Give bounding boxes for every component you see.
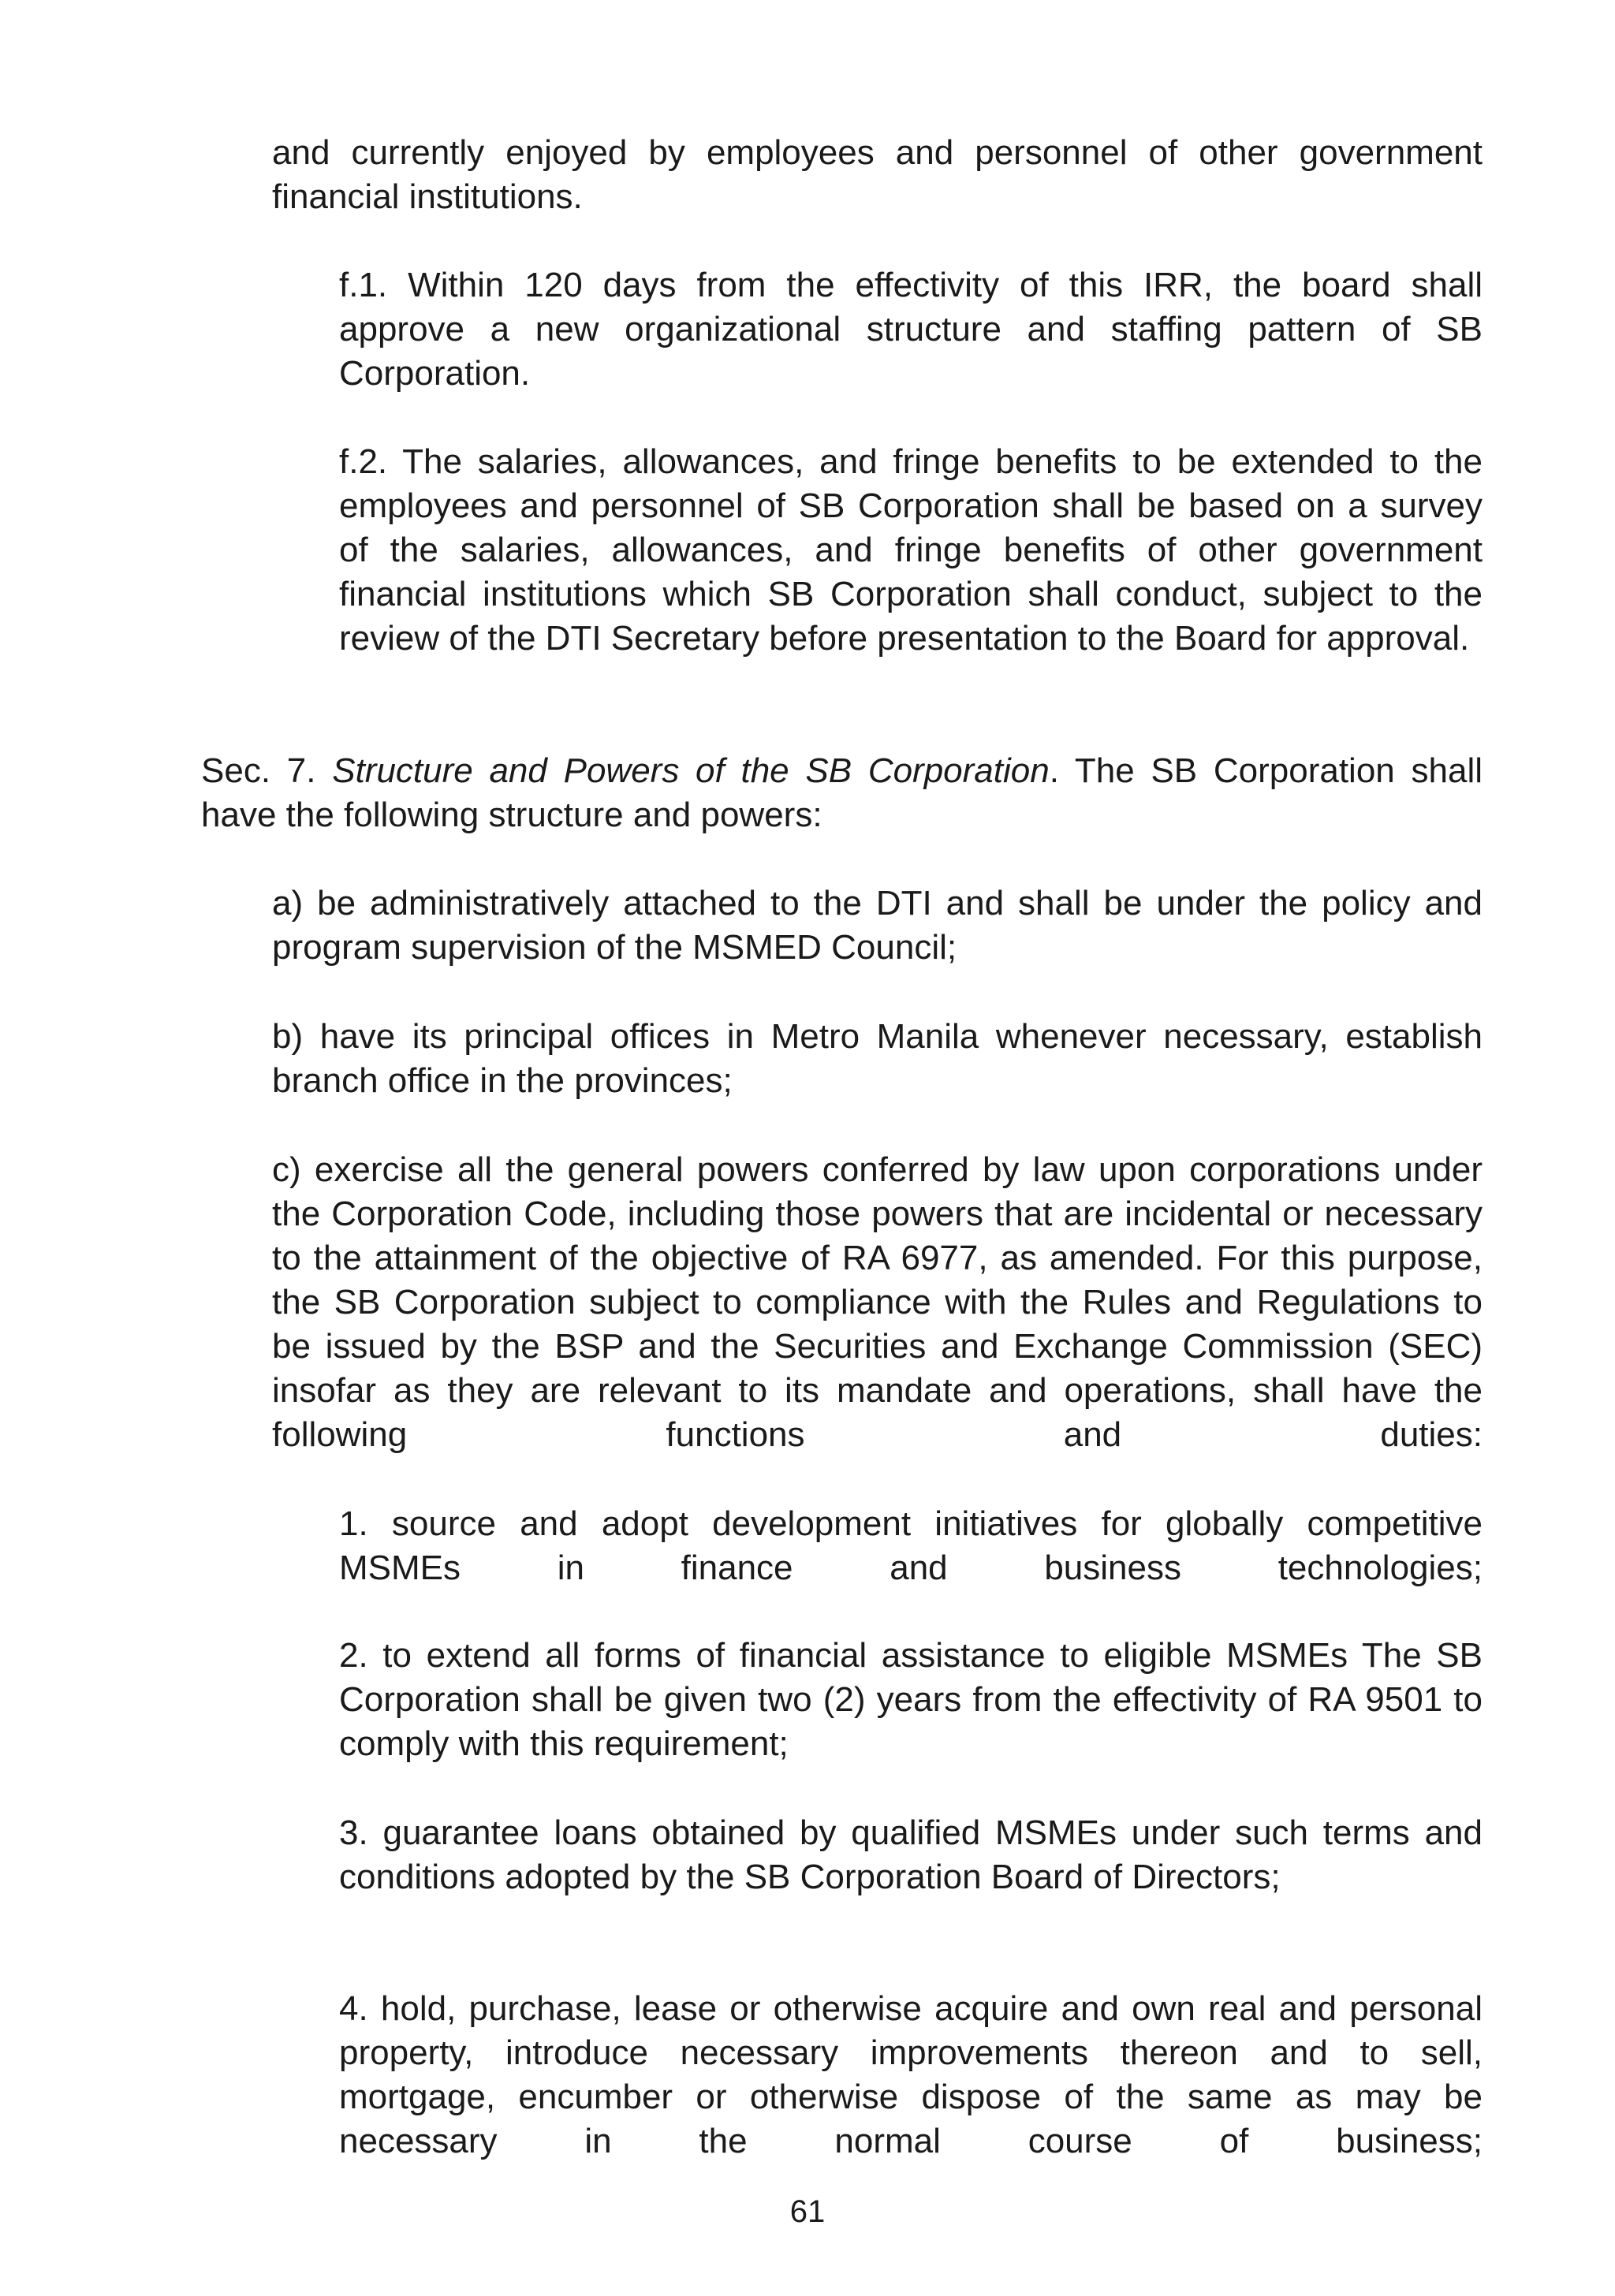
paragraph-f1: f.1. Within 120 days from the effectivity of this IRR, the board shall approve a new organizational structure and staffing pattern of SB Corporation. [339,266,1483,393]
list-item-2: 2. to extend all forms of financial assistance to eligible MSMEs The SB Corporation shall be given two (2) years from the effectivity of RA 9501 to comply with this requirement; [339,1636,1483,1763]
paragraph-c: c) exercise all the general powers conferred by law upon corporations under the Corporation Code, including those powers that are incidental or necessary to the attainment of the objective of RA 6977, as amended. For this purpose, the SB Corporation subject to compliance with the Rules and Regulations to be issued by the BSP and the Securities and Exchange Commission (SEC) insofar as they are relevant to its mandate and operations, shall have the following functions and duties: [272,1150,1483,1454]
section-7-heading [201,749,1483,837]
paragraph-a: a) be administratively attached to the DTI and shall be under the policy and program supervision of the MSMED Council; [272,884,1483,967]
section-body: . The SB Corporation shall have the following structure and powers: [201,751,1483,834]
section-title: Structure and Powers of the SB Corporation [332,751,1050,790]
page-number: 61 [789,2194,826,2229]
section-label: Sec. 7. [201,751,316,790]
list-item-1: 1. source and adopt development initiatives for globally competitive MSMEs in finance and business technologies; [339,1504,1483,1587]
paragraph-intro: and currently enjoyed by employees and personnel of other government financial institutions. [272,133,1483,216]
paragraph-f2: f.2. The salaries, allowances, and fringe benefits to be extended to the employees and personnel of SB Corporation shall be based on a survey of the salaries, allowances, and fringe benefits of other government financial institutions which SB Corporation shall conduct, subject to the review of the DTI Secretary before presentation to the Board for approval. [339,442,1483,658]
paragraph-b: b) have its principal offices in Metro Manila whenever necessary, establish branch office in the provinces; [272,1017,1483,1100]
list-item-3: 3. guarantee loans obtained by qualified MSMEs under such terms and conditions adopted by the SB Corporation Board of Directors; [339,1813,1483,1896]
list-item-4: 4. hold, purchase, lease or otherwise acquire and own real and personal property, introduce necessary improvements thereon and to sell, mortgage, encumber or otherwise dispose of the same as may be necessary in the normal course of business; [339,1989,1483,2160]
